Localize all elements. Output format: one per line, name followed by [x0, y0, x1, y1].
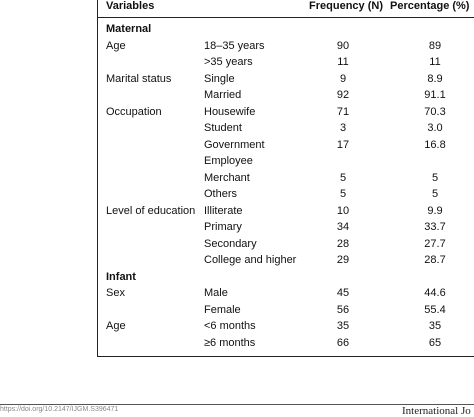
row-category: College and higher	[204, 254, 297, 266]
row-frequency: 45	[336, 287, 350, 299]
row-category: Others	[204, 188, 238, 200]
row-frequency: 10	[336, 204, 350, 217]
row-percentage: 65	[428, 336, 442, 349]
row-percentage: 16.8	[424, 138, 446, 151]
row-frequency: 66	[336, 336, 350, 349]
row-variable: Age	[106, 39, 126, 52]
row-percentage: 70.3	[424, 105, 446, 118]
row-category: Employee	[204, 155, 253, 167]
row-variable: Age	[106, 320, 126, 332]
row-category: Student	[204, 122, 242, 134]
row-category: ≥6 months	[204, 336, 256, 349]
row-percentage: 11	[429, 56, 441, 68]
row-variable: Level of education	[106, 204, 196, 217]
row-category: 18–35 years	[204, 39, 265, 52]
row-percentage: 91.1	[424, 89, 446, 101]
row-percentage: 27.7	[424, 237, 446, 250]
row-frequency: 29	[336, 254, 350, 266]
table-header-row	[98, 0, 474, 18]
row-frequency: 9	[339, 72, 347, 85]
section-heading: Maternal	[106, 23, 152, 35]
row-frequency: 92	[336, 89, 350, 101]
row-percentage: 9.9	[427, 204, 443, 217]
row-frequency: 3	[339, 122, 347, 134]
row-percentage: 89	[428, 39, 442, 52]
row-variable: Occupation	[106, 105, 162, 118]
row-category: >35 years	[204, 56, 253, 68]
row-percentage: 3.0	[427, 122, 443, 134]
row-frequency: 5	[339, 171, 347, 184]
row-category: Secondary	[204, 237, 257, 250]
row-frequency: 71	[336, 105, 350, 118]
row-percentage: 33.7	[424, 221, 446, 233]
header-percentage: Percentage (%)	[390, 0, 470, 12]
row-category: <6 months	[204, 320, 256, 332]
row-category: Male	[204, 287, 228, 299]
header-variables: Variables	[106, 0, 155, 12]
row-category: Housewife	[204, 105, 256, 118]
row-category: Government	[204, 138, 265, 151]
row-frequency: 34	[336, 221, 350, 233]
row-percentage: 8.9	[427, 72, 443, 85]
row-percentage: 35	[428, 320, 442, 332]
row-percentage: 5	[431, 171, 439, 184]
demographics-table	[97, 0, 474, 357]
row-variable: Marital status	[106, 72, 172, 85]
section-heading: Infant	[106, 270, 136, 283]
row-frequency: 5	[339, 188, 347, 200]
row-category: Female	[204, 303, 241, 316]
footer-journal-name: International Jo	[402, 405, 471, 417]
row-percentage: 55.4	[424, 303, 446, 316]
row-frequency: 17	[336, 138, 350, 151]
row-category: Illiterate	[204, 204, 243, 217]
row-frequency: 35	[336, 320, 350, 332]
row-category: Primary	[204, 221, 242, 233]
row-percentage: 28.7	[424, 254, 446, 266]
row-variable: Sex	[106, 287, 125, 299]
row-frequency: 56	[336, 303, 350, 316]
row-category: Single	[204, 72, 235, 85]
footer-doi-link[interactable]: https://doi.org/10.2147/IJGM.S396471	[0, 406, 119, 413]
row-percentage: 44.6	[424, 287, 446, 299]
row-category: Merchant	[204, 171, 250, 184]
row-frequency: 11	[337, 56, 349, 68]
row-frequency: 28	[336, 237, 350, 250]
row-category: Married	[204, 89, 242, 101]
header-frequency: Frequency (N)	[309, 0, 383, 12]
row-frequency: 90	[336, 39, 350, 52]
row-percentage: 5	[431, 188, 439, 200]
